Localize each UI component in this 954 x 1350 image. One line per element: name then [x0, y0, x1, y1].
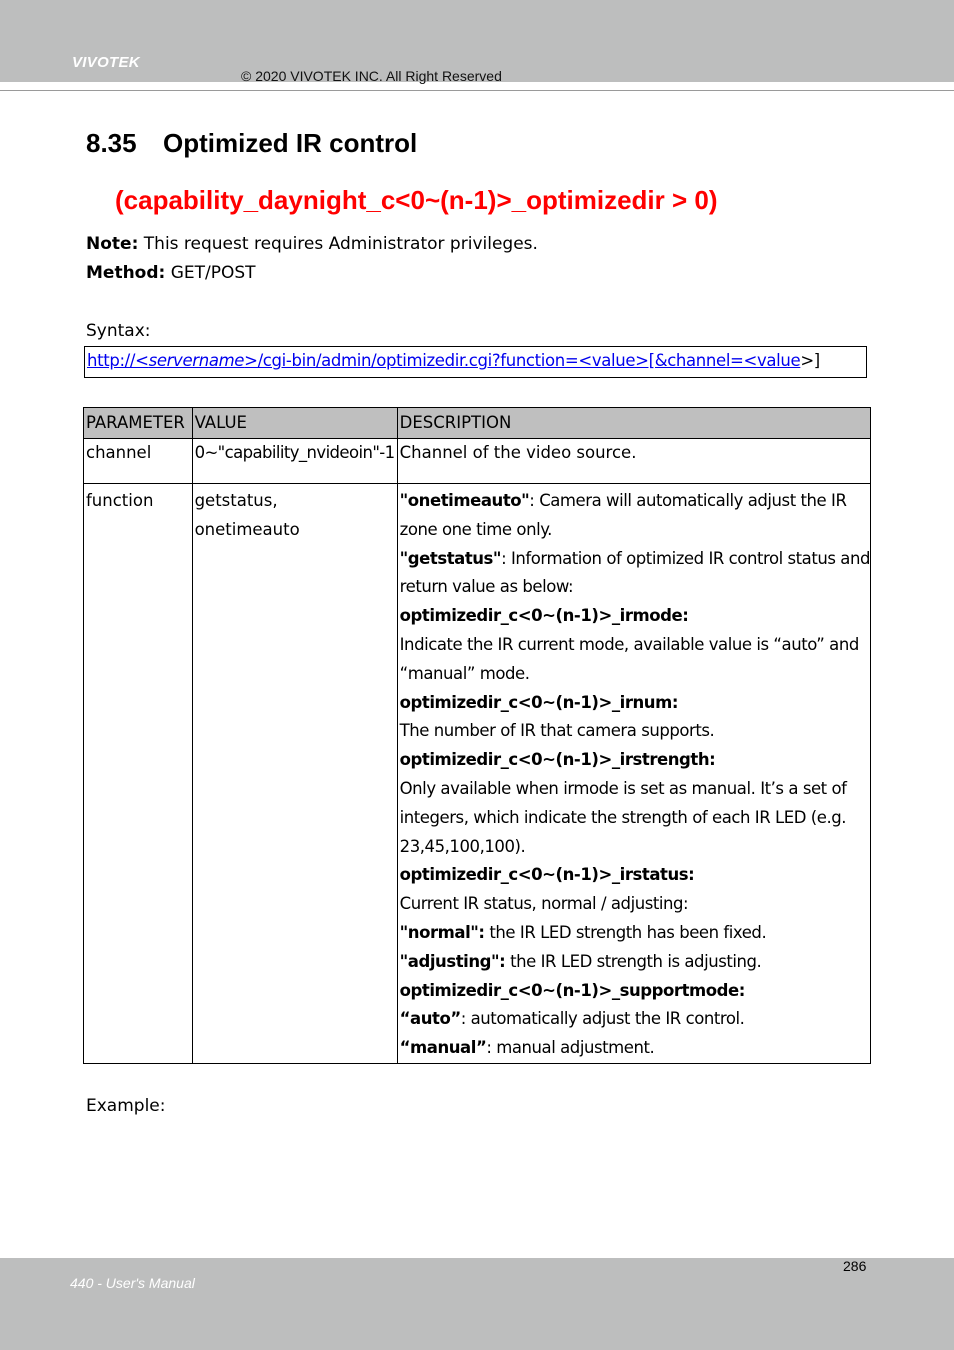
section-number: 8.35: [86, 128, 137, 158]
description-line: optimizedir_c<0~(n-1)>_irstatus:: [399, 865, 695, 885]
description-line: “auto”: automatically adjust the IR control.: [399, 1009, 745, 1029]
syntax-url: http://<servername>/cgi-bin/admin/optimizedir.cgi?function=<value>[&channel=<value>]: [87, 351, 820, 370]
description-line: optimizedir_c<0~(n-1)>_irstrength:: [399, 750, 716, 770]
description-line: zone one time only.: [399, 519, 552, 539]
section-heading: [86, 128, 417, 159]
description-line: "adjusting": the IR LED strength is adjusting.: [399, 951, 762, 971]
brand-logo: VIVOTEK: [72, 54, 140, 71]
note-label: Note:: [86, 234, 139, 254]
description-line: return value as below:: [399, 577, 574, 597]
capability-condition: (capability_daynight_c<0~(n-1)>_optimizedir > 0): [115, 185, 718, 215]
description-line: "normal": the IR LED strength has been fixed.: [399, 922, 767, 942]
cell-description: [397, 484, 870, 1064]
description-line: optimizedir_c<0~(n-1)>_supportmode:: [399, 980, 745, 1000]
description-line: optimizedir_c<0~(n-1)>_irmode:: [399, 606, 689, 626]
header-parameter: PARAMETER: [84, 408, 193, 439]
cell-description: Channel of the video source.: [397, 439, 870, 484]
value-line: getstatus,: [194, 491, 278, 510]
method-label: Method:: [86, 263, 166, 283]
header-divider: [0, 90, 954, 91]
description-line: 23,45,100,100).: [399, 836, 526, 856]
description-line: "onetimeauto": Camera will automatically adjust the IR: [399, 491, 847, 510]
cell-value: 0~"capability_nvideoin"-1: [192, 439, 397, 484]
cell-value: [192, 484, 397, 1064]
table-header-row: [84, 408, 871, 439]
note-line: [86, 234, 538, 254]
example-label: Example:: [86, 1096, 166, 1116]
cell-param: function: [84, 484, 193, 1064]
description-line: Only available when irmode is set as manual. It’s a set of: [399, 778, 847, 798]
description-line: "getstatus": Information of optimized IR control status and: [399, 548, 870, 568]
page-number: 286: [843, 1258, 867, 1274]
note-text: This request requires Administrator privileges.: [138, 234, 538, 254]
description-line: optimizedir_c<0~(n-1)>_irnum:: [399, 692, 678, 712]
description-line: “manual”: manual adjustment.: [399, 1038, 655, 1058]
description-line: “manual” mode.: [399, 663, 530, 683]
syntax-link[interactable]: http://<servername>/cgi-bin/admin/optimizedir.cgi?function=<value>[&channel=<value: [87, 351, 801, 370]
description-line: Current IR status, normal / adjusting:: [399, 894, 689, 914]
cell-param: channel: [84, 439, 193, 484]
parameter-table: [83, 407, 871, 1064]
header-bar: [0, 0, 954, 82]
header-description: DESCRIPTION: [397, 408, 870, 439]
syntax-label: Syntax:: [86, 321, 151, 341]
method-line: [86, 263, 256, 283]
description-line: The number of IR that camera supports.: [399, 721, 715, 741]
description-line: integers, which indicate the strength of each IR LED (e.g.: [399, 807, 847, 827]
table-row-channel: [84, 439, 871, 484]
description-line: Indicate the IR current mode, available value is “auto” and: [399, 634, 859, 654]
section-title: Optimized IR control: [163, 128, 418, 158]
syntax-box: [84, 346, 867, 378]
manual-page-label: 440 - User's Manual: [70, 1275, 195, 1291]
value-line: onetimeauto: [194, 519, 300, 539]
method-text: GET/POST: [165, 263, 256, 283]
footer-bar: [0, 1258, 954, 1350]
copyright-text: © 2020 VIVOTEK INC. All Right Reserved: [241, 68, 502, 84]
table-row-function: [84, 484, 871, 1064]
header-value: VALUE: [192, 408, 397, 439]
